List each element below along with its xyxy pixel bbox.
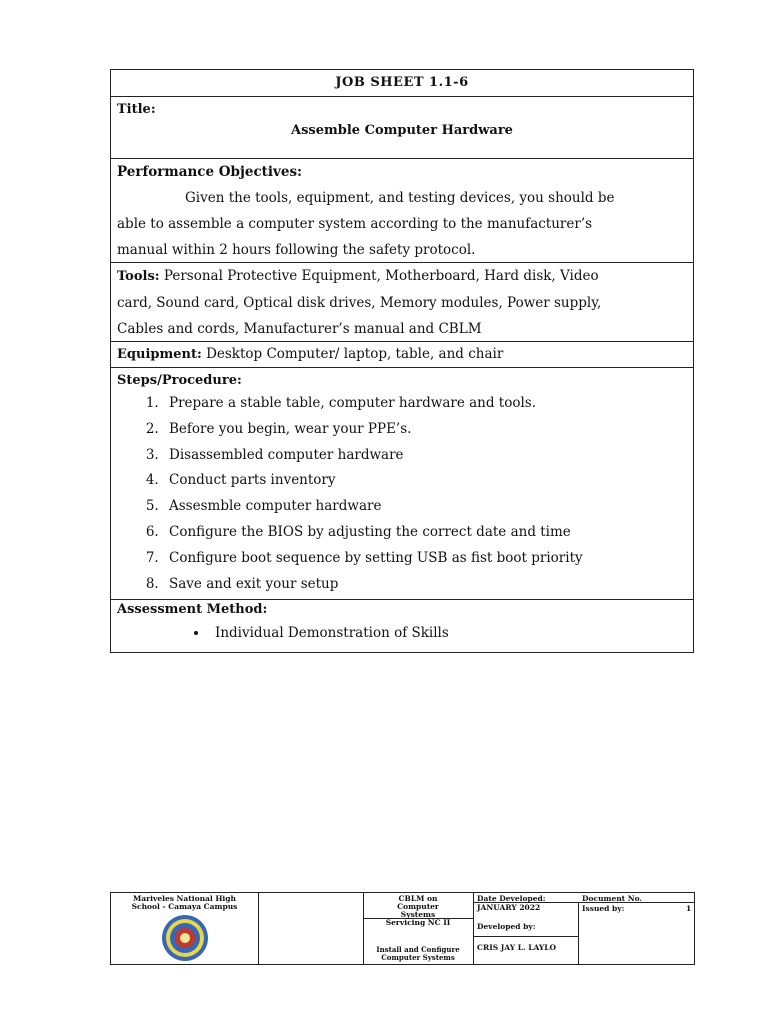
cblm-line: Computer (397, 902, 439, 911)
developed-by: CRIS JAY L. LAYLO (477, 943, 557, 952)
cblm-title (363, 895, 473, 927)
cblm-line: Servicing NC II (385, 918, 451, 927)
school-line: School - Camaya Campus (131, 902, 238, 911)
tools-text-1: Personal Protective Equipment, Motherboard, Hard disk, Video (163, 268, 599, 284)
module-line: Computer Systems (381, 953, 455, 962)
assessment-list (117, 620, 687, 646)
title-label: Title: (117, 102, 156, 117)
step-item: 4. Conduct parts inventory (163, 468, 687, 494)
tools-row (111, 263, 693, 342)
developed-by-label: Developed by: (477, 922, 536, 931)
divider (258, 893, 259, 964)
tools-line-3: Cables and cords, Manufacturer’s manual and CBLM (117, 321, 482, 337)
assessment-label: Assessment Method: (117, 602, 268, 617)
objectives-row (111, 159, 693, 263)
school-logo (161, 914, 209, 962)
date-developed: JANUARY 2022 (477, 903, 541, 912)
divider (473, 893, 474, 964)
document-no-label: Document No. (582, 894, 643, 903)
job-sheet-table (110, 69, 694, 653)
tools-line-1 (117, 263, 687, 290)
objectives-line-2: able to assemble a computer system according to the manufacturer’s (117, 216, 593, 232)
date-developed-label: Date Developed: (477, 894, 546, 903)
issued-by-label: Issued by: (582, 904, 625, 913)
page-number: 1 (686, 904, 692, 913)
step-item: 3. Disassembled computer hardware (163, 443, 687, 469)
steps-label: Steps/Procedure: (117, 373, 242, 388)
step-item: 5. Assesmble computer hardware (163, 494, 687, 520)
objectives-label: Performance Objectives: (117, 164, 303, 180)
job-sheet-header: JOB SHEET 1.1-6 (111, 70, 693, 97)
sheet-title: Assemble Computer Hardware (291, 123, 513, 138)
step-item: 7. Configure boot sequence by setting USB as fist boot priority (163, 546, 687, 572)
divider (473, 936, 578, 937)
tools-line-2: card, Sound card, Optical disk drives, Memory modules, Power supply, (117, 295, 602, 311)
equipment-label: Equipment: (117, 347, 202, 362)
steps-row (111, 368, 693, 600)
step-item: 2. Before you begin, wear your PPE’s. (163, 417, 687, 443)
module-line: Install and Configure (376, 945, 460, 954)
objectives-line-3: manual within 2 hours following the safety protocol. (117, 242, 476, 258)
document-footer (110, 892, 695, 965)
cblm-line: Systems (400, 910, 436, 919)
step-item: 8. Save and exit your setup (163, 572, 687, 598)
assessment-row (111, 600, 693, 652)
steps-list (117, 391, 687, 597)
assessment-item: • Individual Demonstration of Skills (209, 620, 687, 646)
school-name (111, 895, 258, 911)
divider (578, 903, 579, 964)
module-title (363, 946, 473, 962)
equipment-text: Desktop Computer/ laptop, table, and chair (206, 346, 504, 362)
cblm-line: CBLM on (398, 894, 438, 903)
objectives-line-1: Given the tools, equipment, and testing devices, you should be (185, 190, 615, 206)
school-line: Mariveles National High (133, 894, 236, 903)
tools-label: Tools: (117, 269, 160, 284)
title-row (111, 97, 693, 159)
equipment-row (111, 342, 693, 368)
step-item: 1. Prepare a stable table, computer hardware and tools. (163, 391, 687, 417)
step-item: 6. Configure the BIOS by adjusting the correct date and time (163, 520, 687, 546)
